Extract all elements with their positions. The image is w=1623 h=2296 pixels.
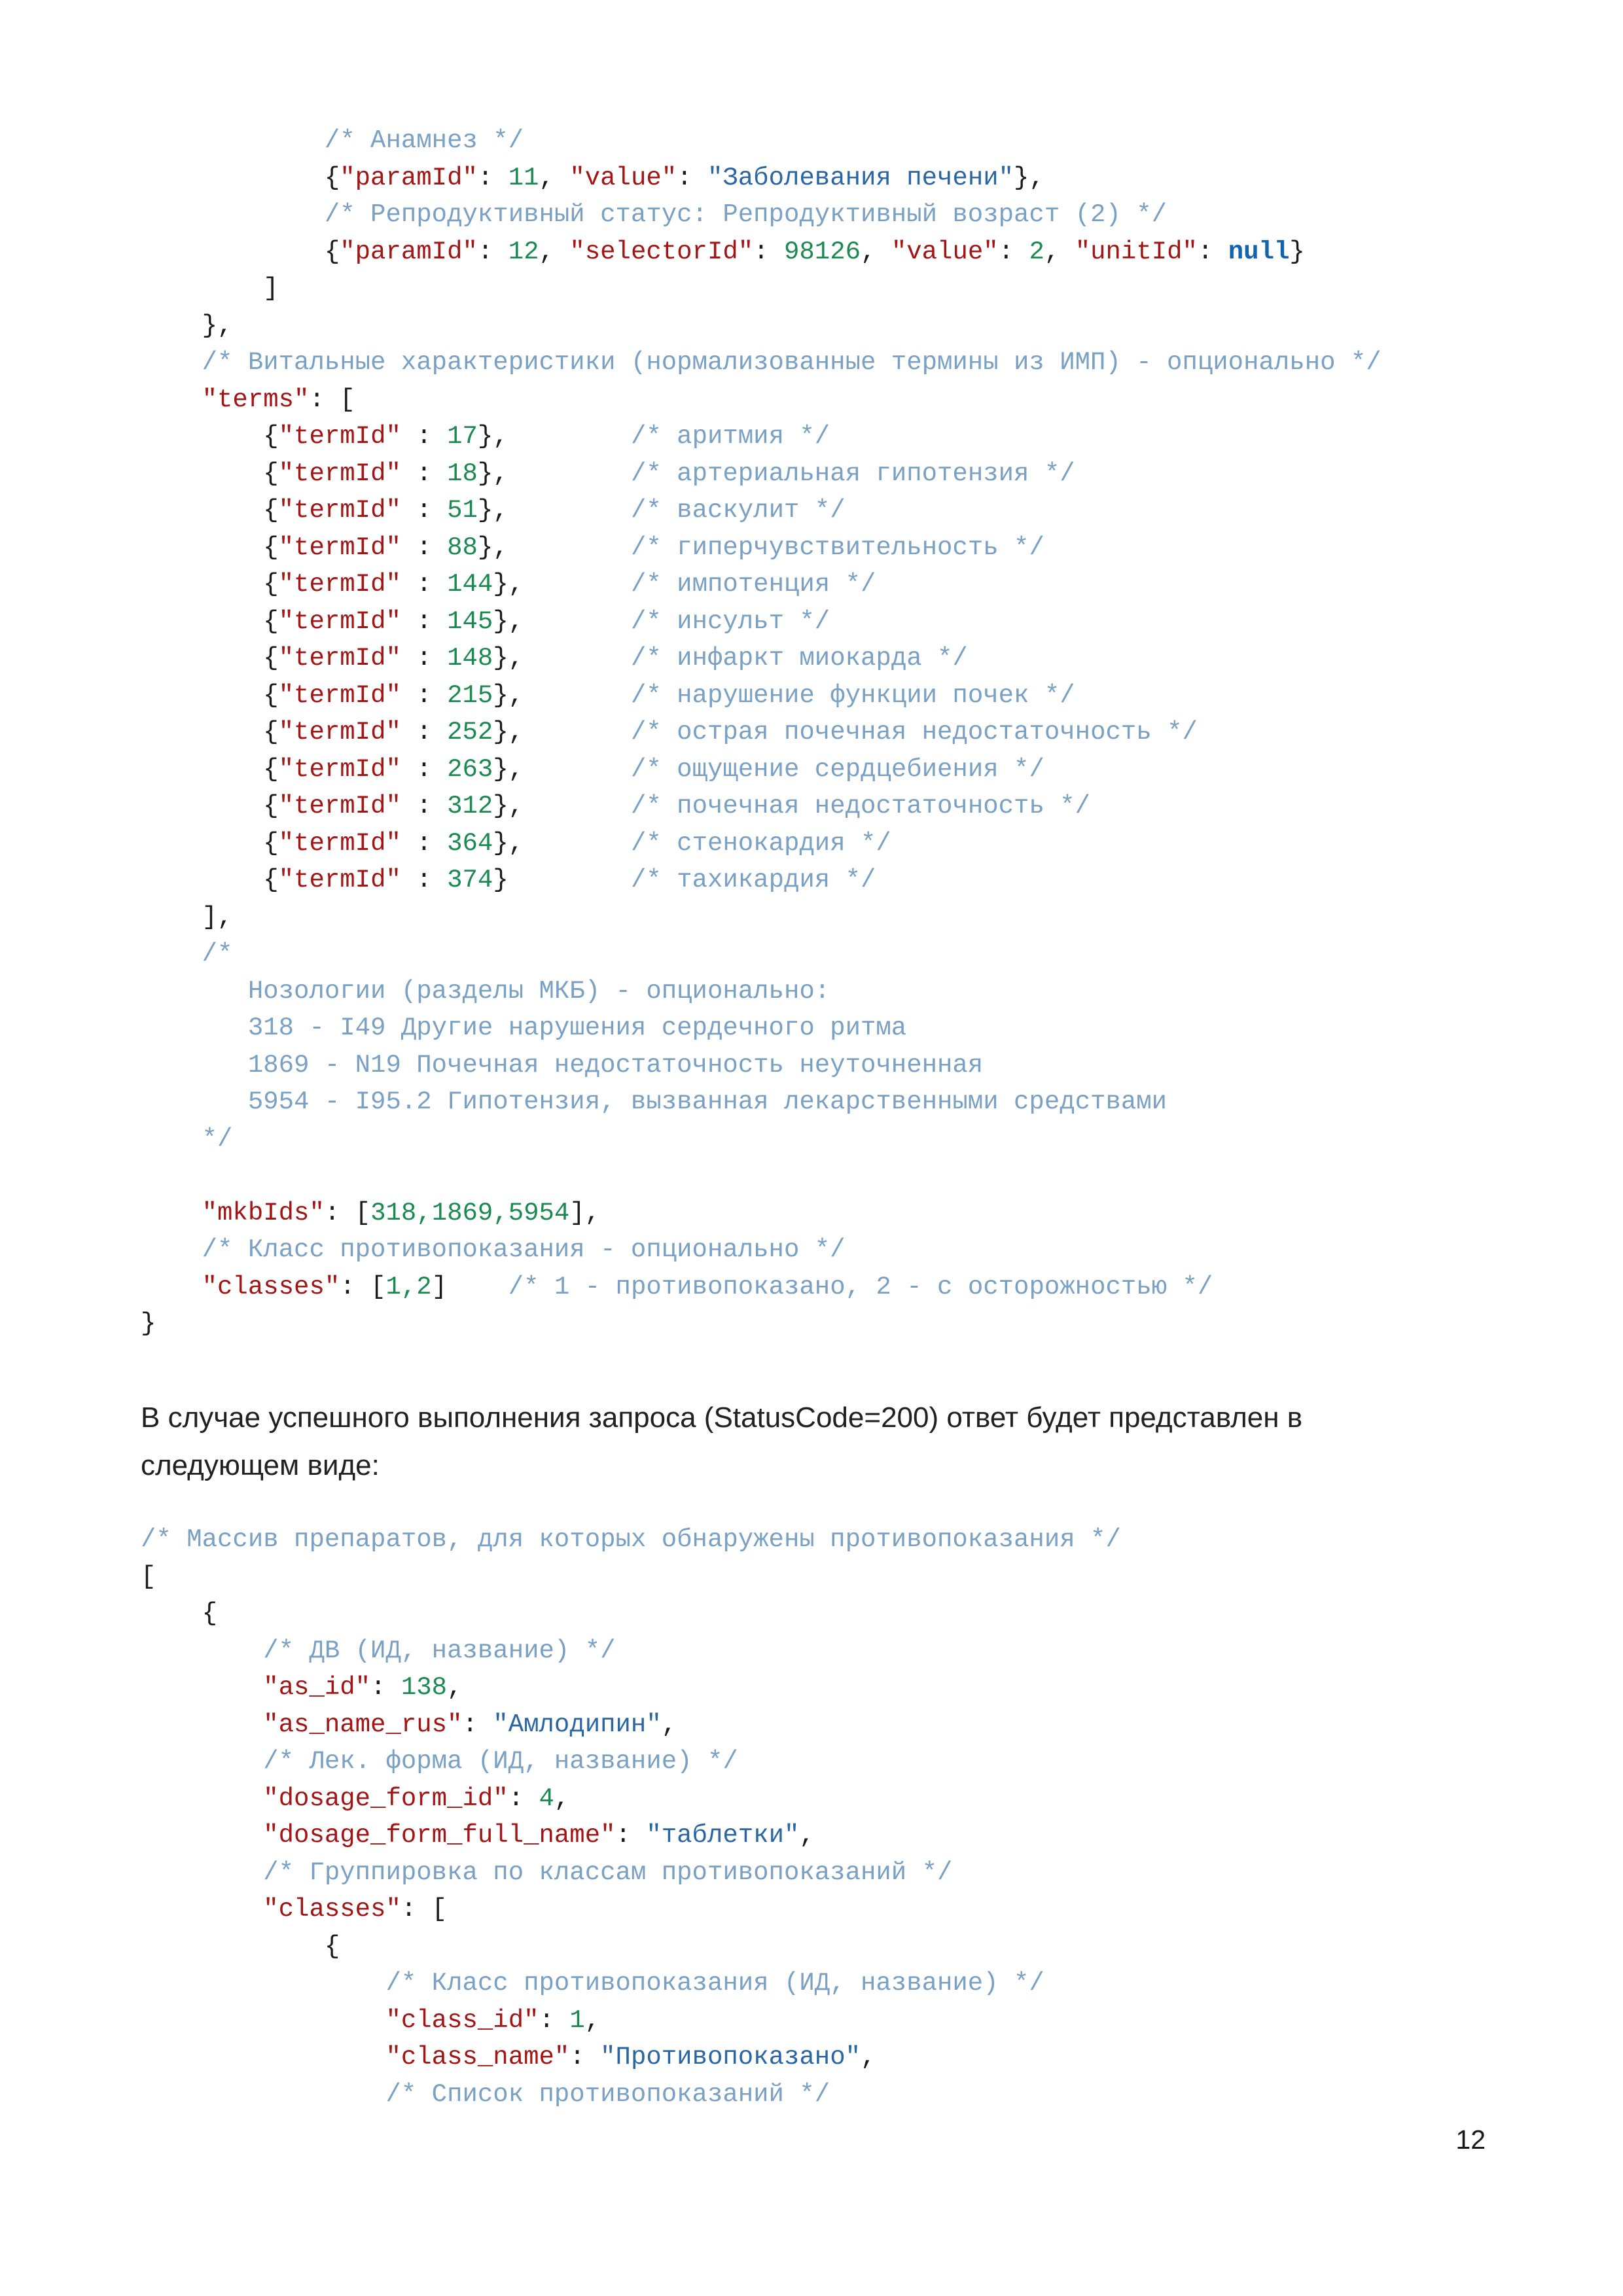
code-line: {"termId" : 263}, /* ощущение сердцебиения */ [141,754,1044,784]
code-line: "dosage_form_id": 4, [263,1784,570,1813]
code-line: {"termId" : 312}, /* почечная недостаточность */ [141,792,1091,821]
code-line: /* Репродуктивный статус: Репродуктивный возраст (2) */ [141,200,1168,229]
body-paragraph [141,1394,1508,1489]
code-line: {"termId" : 144}, /* импотенция */ [141,570,876,599]
code-line: {"termId" : 148}, /* инфаркт миокарда */ [141,644,968,673]
code-line: "classes": [ [263,1895,448,1924]
code-line: {"termId" : 51}, /* васкулит */ [141,496,846,525]
code-line: "as_id": 138, [263,1673,463,1702]
code-line: {"termId" : 374} /* тахикардия */ [141,866,876,894]
code-line: 5954 - I95.2 Гипотензия, вызванная лекарственными средствами [141,1087,1168,1116]
code-line: {"termId" : 17}, /* аритмия */ [141,422,830,451]
code-line: {"termId" : 252}, /* острая почечная недостаточность */ [141,718,1198,747]
code-line: "classes": [1,2] /* 1 - противопоказано, 2 - с осторожностью */ [202,1272,1213,1301]
code-line: {"termId" : 364}, /* стенокардия */ [141,828,891,858]
code-line: /* Группировка по классам противопоказаний */ [141,1858,953,1887]
code-line: "class_name": "Противопоказано", [385,2043,876,2072]
code-block-request-json [141,122,1382,1343]
code-line: {"paramId": 11, "value": "Заболевания печени"}, [141,163,1044,192]
code-line: { [141,1932,340,1961]
code-line: "terms": [ [202,385,355,414]
code-line: { [141,1599,218,1628]
code-line: ], [141,902,233,932]
code-line: Нозологии (разделы МКБ) - опционально: [141,976,830,1006]
code-line: /* Класс противопоказания (ИД, название) */ [141,1969,1044,1998]
page-number: 12 [1455,2125,1486,2155]
code-line: 1869 - N19 Почечная недостаточность неуточненная [141,1050,984,1080]
code-line: {"termId" : 18}, /* артериальная гипотензия */ [141,459,1075,488]
code-line: /* [141,940,233,968]
code-line [141,1157,1382,1195]
code-line: "dosage_form_full_name": "таблетки", [263,1821,815,1850]
code-block-response-json [141,1521,1121,2113]
code-line: "mkbIds": [318,1869,5954], [202,1198,601,1227]
code-line: */ [141,1124,233,1154]
code-line: /* Список противопоказаний */ [141,2079,830,2109]
code-line: "as_name_rus": "Амлодипин", [263,1710,677,1739]
code-line: /* Витальные характеристики (нормализованные термины из ИМП) - опционально */ [141,348,1382,377]
code-line: /* Лек. форма (ИД, название) */ [141,1747,738,1776]
code-line: } [141,1309,156,1338]
code-line: 318 - I49 Другие нарушения сердечного ритма [141,1014,907,1042]
paragraph-line: следующем виде: [141,1449,380,1481]
code-line: "class_id": 1, [385,2005,601,2035]
code-line: /* Анамнез */ [141,126,524,155]
code-line: ] [141,274,279,303]
code-line: {"termId" : 215}, /* нарушение функции почек */ [141,680,1075,710]
code-line: {"paramId": 12, "selectorId": 98126, "value": 2, "unitId": null} [141,237,1305,266]
code-line: /* Массив препаратов, для которых обнаружены противопоказания */ [141,1525,1121,1554]
code-line: {"termId" : 145}, /* инсульт */ [141,607,830,636]
code-line: {"termId" : 88}, /* гиперчувствительность */ [141,533,1044,562]
paragraph-line: В случае успешного выполнения запроса (StatusCode=200) ответ будет представлен в [141,1402,1303,1434]
code-line: [ [141,1562,156,1591]
code-line: /* Класс противопоказания - опционально */ [141,1235,846,1264]
code-line: }, [141,311,233,340]
code-line: /* ДВ (ИД, название) */ [141,1636,616,1665]
